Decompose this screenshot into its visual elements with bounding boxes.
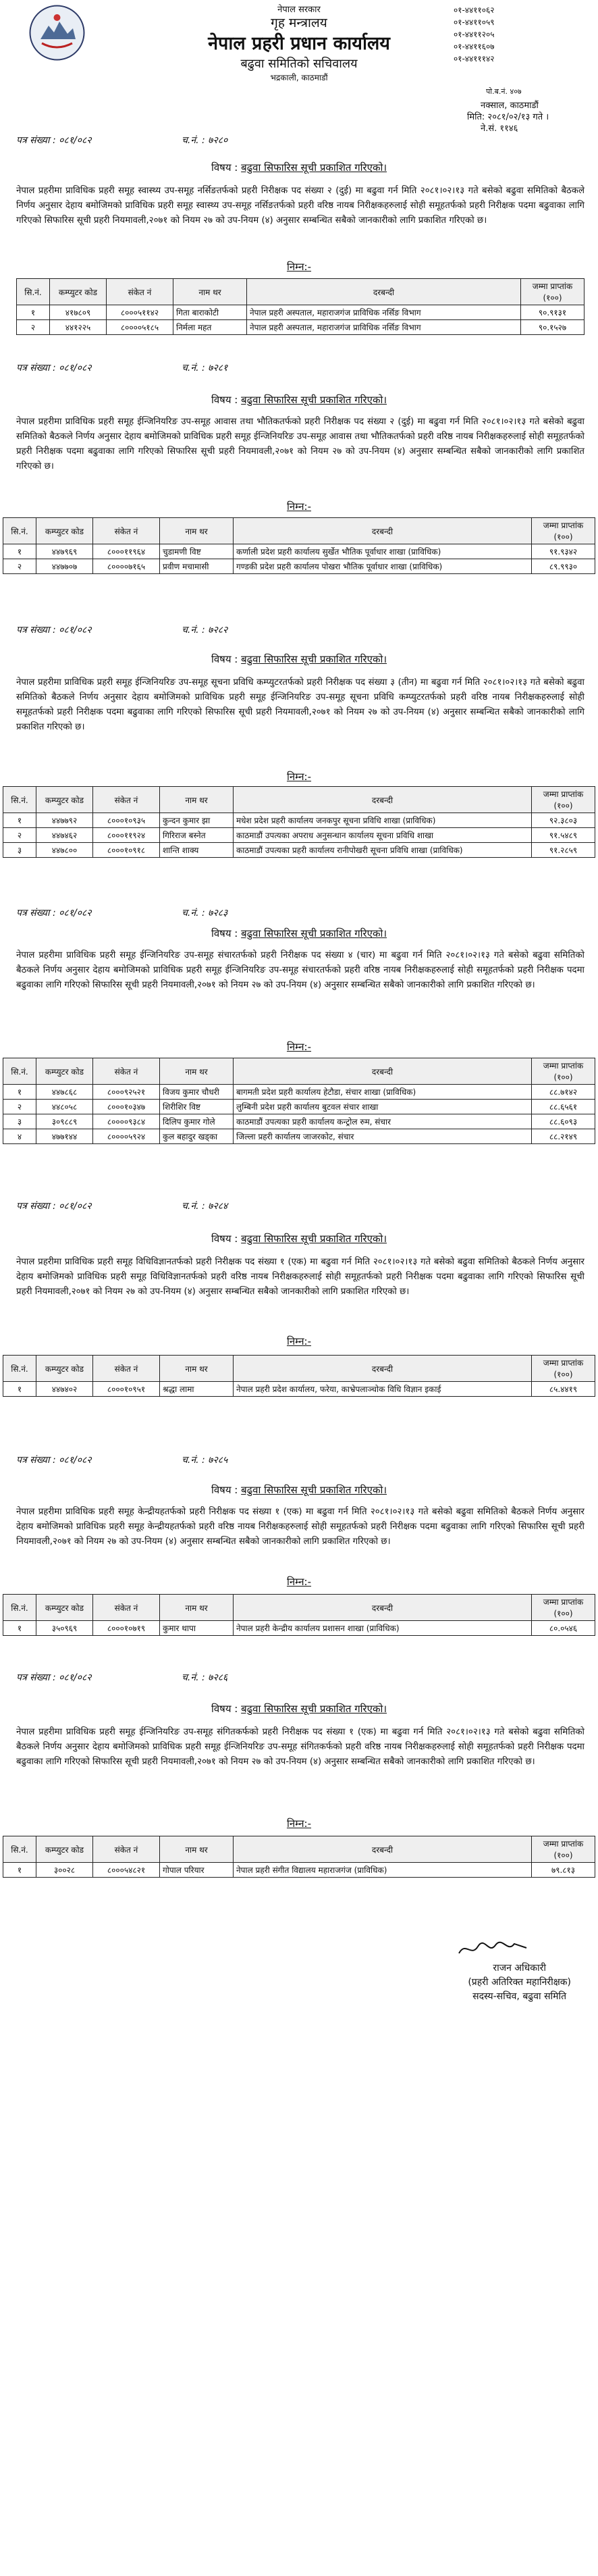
chalani-number: च.नं. : ७२८४ xyxy=(182,1201,228,1212)
col-header: दरबन्दी xyxy=(234,787,532,813)
table-cell: ८८.६०९३ xyxy=(532,1114,595,1129)
table-cell: ८९.९९३० xyxy=(532,559,595,574)
table-cell: ४४७८०० xyxy=(36,843,93,858)
col-header: नाम थर xyxy=(160,1595,234,1621)
table-cell: नेपाल प्रहरी अस्पताल, महाराजगंज प्राविधिक नर्सिङ विभाग xyxy=(247,320,521,335)
recommendation-table xyxy=(16,278,585,335)
recommendation-table xyxy=(3,1836,595,1878)
col-header: सि.नं. xyxy=(3,518,36,544)
table-cell: २ xyxy=(3,559,36,574)
table-cell: गण्डकी प्रदेश प्रहरी कार्यालय पोखरा भौतिक पूर्वाधार शाखा (प्राविधिक) xyxy=(234,559,532,574)
chalani-number: च.नं. : ७२८० xyxy=(182,135,228,146)
table-row xyxy=(3,1085,595,1100)
table-cell: नेपाल प्रहरी केन्द्रीय कार्यालय प्रशासन शाखा (प्राविधिक) xyxy=(234,1621,532,1636)
col-header: सि.नं. xyxy=(3,1836,36,1863)
recommendation-table xyxy=(3,786,595,858)
table-cell: नेपाल प्रहरी संगीत विद्यालय महाराजगंज (प्राविधिक) xyxy=(234,1863,532,1878)
col-header: कम्प्युटर कोड xyxy=(36,1836,93,1863)
subject-text: बढुवा सिफारिस सूची प्रकाशित गरिएको। xyxy=(241,161,387,174)
table-row xyxy=(3,1382,595,1397)
nimna-heading: निम्न:- xyxy=(286,500,312,513)
subject-line xyxy=(0,161,598,174)
office-address: नक्साल, काठमाडौं xyxy=(481,101,539,111)
patra-sankhya: पत्र संख्या : ०८१/०८२ xyxy=(16,1455,92,1466)
table-row xyxy=(3,1114,595,1129)
chalani-number: च.नं. : ७२८१ xyxy=(182,363,228,373)
table-cell: श्रद्धा लामा xyxy=(160,1382,234,1397)
body-paragraph: नेपाल प्रहरीमा प्राविधिक प्रहरी समूह ईन्जिनियरिङ उप-समूह सूचना प्रविधि कम्प्युटरतर्फको प्रहरी निरीक्षक पद संख्या ३ (तीन) मा बढुवा गर्न मिति २०८१।०२।१३ गते बसेको बढुवा समितिको बैठकले निर्णय अनुसार देहाय बमोजिमको प्राविधिक प्रहरी समूह ईन्जिनियरिङ उप-समूह सूचना प्रविधि कम्प्युटरतर्फको प्रहरी वरिष्ठ नायब निरीक्षकहरुलाई सोही समूहतर्फको प्रहरी निरीक्षक पदमा बढुवाका लागि गरिएको सिफारिस सूची प्रहरी नियमावली,२०७१ को नियम २७ को उप-नियम (४) अनुसार सम्बन्धित सबैको जानकारीको लागि प्रकाशित गरिएको छ। xyxy=(16,677,585,732)
reference-line xyxy=(16,1200,227,1212)
table-cell: ८८.२१४९ xyxy=(532,1129,595,1144)
table-cell: ३ xyxy=(3,1114,36,1129)
table-cell: काठमाडौं उपत्यका प्रहरी कार्यालय कन्ट्रोल रुम, संचार xyxy=(234,1114,532,1129)
col-header: संकेत नं xyxy=(93,1058,160,1085)
col-header: जम्मा प्राप्तांक (१००) xyxy=(532,518,595,544)
col-header: सि.नं. xyxy=(3,1595,36,1621)
table-row xyxy=(3,559,595,574)
table-cell: ८८.६५६१ xyxy=(532,1100,595,1114)
table-cell: ८०००१०९१८ xyxy=(93,843,160,858)
table-cell: मधेश प्रदेश प्रहरी कार्यालय जनकपुर सूचना प्रविधि शाखा (प्राविधिक) xyxy=(234,813,532,828)
col-header: जम्मा प्राप्तांक (१००) xyxy=(532,1356,595,1382)
table-cell: ४४७७०७ xyxy=(36,559,93,574)
table-cell: ८००००७१६५ xyxy=(93,559,160,574)
table-cell: १ xyxy=(3,813,36,828)
table-cell: लुम्बिनी प्रदेश प्रहरी कार्यालय बुटवल संचार शाखा xyxy=(234,1100,532,1114)
recommendation-table xyxy=(3,1594,595,1636)
table-cell: नेपाल प्रहरी प्रदेश कार्यालय, फरेया, काभ्रेपलाञ्चोक विधि विज्ञान इकाई xyxy=(234,1382,532,1397)
table-cell: चुडामणी विष्ट xyxy=(160,544,234,559)
body-paragraph: नेपाल प्रहरीमा प्राविधिक प्रहरी समूह केन्द्रीयहतर्फको प्रहरी निरीक्षक पद संख्या १ (एक) मा बढुवा गर्न मिति २०८१।०२।१३ गते बसेको बढुवा समितिको बैठकले निर्णय अनुसार देहाय बमोजिमको प्राविधिक प्रहरी समूह केन्द्रीयहतर्फको प्रहरी वरिष्ठ नायब निरीक्षकहरुलाई सोही समूहतर्फको प्रहरी निरीक्षक पदमा बढुवाका लागि गरिएको सिफारिस सूची प्रहरी नियमावली,२०७१ को नियम २७ को उप-नियम (४) अनुसार सम्बन्धित सबैको जानकारीको लागि प्रकाशित गरिएको छ। xyxy=(16,1507,585,1547)
table-cell: ८०००१०७१९ xyxy=(93,1621,160,1636)
table-cell: ४४७९६९ xyxy=(36,544,93,559)
subject-text: बढुवा सिफारिस सूची प्रकाशित गरिएको। xyxy=(241,1233,387,1245)
nimna-heading: निम्न:- xyxy=(286,1041,312,1053)
table-cell: ९२.३८०३ xyxy=(532,813,595,828)
patra-sankhya: पत्र संख्या : ०८१/०८२ xyxy=(16,1201,92,1212)
table-cell: १ xyxy=(3,1863,36,1878)
table-cell: ८०००१०९३५ xyxy=(93,813,160,828)
subject-label: विषय : xyxy=(211,161,238,174)
col-header: दरबन्दी xyxy=(234,1356,532,1382)
nepal-sambat-date: ने.सं. ११४६ xyxy=(481,124,518,134)
handwritten-signature xyxy=(456,1937,531,1963)
table-cell: प्रवीण मचामासी xyxy=(160,559,234,574)
table-cell: काठमाडौं उपत्यका प्रहरी कार्यालय रानीपोखरी सूचना प्रविधि शाखा (प्राविधिक) xyxy=(234,843,532,858)
table-cell: जिल्ला प्रहरी कार्यालय जाजरकोट, संचार xyxy=(234,1129,532,1144)
table-cell: ४१७८०९ xyxy=(50,305,107,320)
subject-label: विषय : xyxy=(211,1484,238,1496)
col-header: कम्प्युटर कोड xyxy=(50,279,107,305)
chalani-number: च.नं. : ७२८३ xyxy=(182,908,228,919)
reference-line xyxy=(16,134,227,147)
table-cell: ८०००५४८२१ xyxy=(93,1863,160,1878)
table-row xyxy=(17,320,585,335)
col-header: संकेत नं xyxy=(93,1836,160,1863)
col-header: जम्मा प्राप्तांक (१००) xyxy=(532,787,595,813)
chalani-number: च.नं. : ७२८६ xyxy=(182,1672,228,1683)
table-cell: निर्मला महत xyxy=(173,320,247,335)
body-paragraph: नेपाल प्रहरीमा प्राविधिक प्रहरी समूह विधिविज्ञानतर्फको प्रहरी निरीक्षक पद संख्या १ (एक) मा बढुवा गर्न मिति २०८१।०२।१३ गते बसेको बढुवा समितिको बैठकले निर्णय अनुसार देहाय बमोजिमको प्राविधिक प्रहरी समूह विधिविज्ञानतर्फको प्रहरी वरिष्ठ नायब निरीक्षकहरुलाई सोही समूहतर्फको प्रहरी निरीक्षक पदमा बढुवाका लागि गरिएको सिफारिस सूची प्रहरी नियमावली,२०७१ को नियम २७ को उप-नियम (४) अनुसार सम्बन्धित सबैको जानकारीको लागि प्रकाशित गरिएको छ। xyxy=(16,1257,585,1297)
patra-sankhya: पत्र संख्या : ०८१/०८२ xyxy=(16,625,92,636)
col-header: नाम थर xyxy=(160,787,234,813)
reference-line xyxy=(16,361,227,374)
reference-line xyxy=(16,906,227,919)
col-header: कम्प्युटर कोड xyxy=(36,1356,93,1382)
subject-label: विषय : xyxy=(211,653,238,665)
government-line: नेपाल सरकार xyxy=(277,5,321,15)
subject-text: बढुवा सिफारिस सूची प्रकाशित गरिएको। xyxy=(241,927,387,939)
contact-number: ०१-४४११६०७ xyxy=(454,42,495,51)
col-header: नाम थर xyxy=(160,1836,234,1863)
chalani-number: च.नं. : ७२८५ xyxy=(182,1455,228,1466)
col-header: सि.नं. xyxy=(3,1058,36,1085)
table-cell: १ xyxy=(3,1382,36,1397)
table-cell: ८८.७१४२ xyxy=(532,1085,595,1100)
table-row xyxy=(3,1863,595,1878)
col-header: दरबन्दी xyxy=(234,1836,532,1863)
table-cell: कुन्दन कुमार झा xyxy=(160,813,234,828)
patra-sankhya: पत्र संख्या : ०८१/०८२ xyxy=(16,135,92,146)
nimna-heading: निम्न:- xyxy=(286,771,312,783)
contact-number: ०१-४४१११४२ xyxy=(454,54,495,63)
table-cell: ४४१२२५ xyxy=(50,320,107,335)
patra-sankhya: पत्र संख्या : ०८१/०८२ xyxy=(16,1672,92,1683)
office-place: भद्रकाली, काठमाडौं xyxy=(270,73,328,82)
col-header: दरबन्दी xyxy=(247,279,521,305)
table-cell: ८००००५१८५ xyxy=(107,320,173,335)
table-cell: दिलिप कुमार गोले xyxy=(160,1114,234,1129)
signature-block xyxy=(468,1961,571,2004)
table-cell: शिरीशिर विष्ट xyxy=(160,1100,234,1114)
table-cell: शान्ति शाक्य xyxy=(160,843,234,858)
col-header: कम्प्युटर कोड xyxy=(36,787,93,813)
col-header: संकेत नं xyxy=(93,1595,160,1621)
table-cell: ४४८०५८ xyxy=(36,1100,93,1114)
table-cell: २ xyxy=(17,320,50,335)
table-cell: ९१.५४८९ xyxy=(532,828,595,843)
table-cell: कुल बहादुर खड्का xyxy=(160,1129,234,1144)
table-cell: ८०००११९६४ xyxy=(93,544,160,559)
col-header: संकेत नं xyxy=(93,787,160,813)
subject-label: विषय : xyxy=(211,1233,238,1245)
table-cell: ८०००५११४२ xyxy=(107,305,173,320)
recommendation-table xyxy=(3,1058,595,1144)
table-cell: ९०.१५२७ xyxy=(521,320,585,335)
col-header: नाम थर xyxy=(160,1058,234,1085)
table-row xyxy=(3,813,595,828)
table-cell: ४४७७९२ xyxy=(36,813,93,828)
body-paragraph: नेपाल प्रहरीमा प्राविधिक प्रहरी समूह स्वास्थ्य उप-समूह नर्सिङतर्फको प्रहरी निरीक्षक पद संख्या २ (दुई) मा बढुवा गर्न मिति २०८१।०२।१३ गते बसेको बढुवा समितिको बैठकले निर्णय अनुसार देहाय बमोजिमको प्राविधिक प्रहरी समूह स्वास्थ्य उप-समूह नर्सिङतर्फको प्रहरी वरिष्ठ नायब निरीक्षकहरुलाई सोही समूहतर्फको प्रहरी निरीक्षक पदमा बढुवाका लागि गरिएको सिफारिस सूची प्रहरी नियमावली,२०७१ को नियम २७ को उप-नियम (४) अनुसार सम्बन्धित सबैको जानकारीको लागि प्रकाशित गरिएको छ। xyxy=(16,186,585,226)
table-row xyxy=(3,1621,595,1636)
col-header: जम्मा प्राप्तांक (१००) xyxy=(532,1058,595,1085)
table-cell: गिरिराज बस्नेत xyxy=(160,828,234,843)
table-cell: ३५०९६९ xyxy=(36,1621,93,1636)
subject-line xyxy=(0,1702,598,1716)
table-cell: १ xyxy=(3,1085,36,1100)
table-cell: कर्णाली प्रदेश प्रहरी कार्यालय सुर्खेत भौतिक पूर्वाधार शाखा (प्राविधिक) xyxy=(234,544,532,559)
reference-line xyxy=(16,623,227,636)
table-row xyxy=(17,305,585,320)
col-header: कम्प्युटर कोड xyxy=(36,1595,93,1621)
contact-numbers xyxy=(454,4,495,65)
patra-sankhya: पत्र संख्या : ०८१/०८२ xyxy=(16,363,92,373)
subject-line xyxy=(0,927,598,940)
contact-number: ०१-४४११०६२ xyxy=(454,5,495,15)
nimna-heading: निम्न:- xyxy=(286,1335,312,1347)
chalani-number: च.नं. : ७२८२ xyxy=(182,625,228,636)
table-cell: ८००००९३८४ xyxy=(93,1114,160,1129)
col-header: कम्प्युटर कोड xyxy=(36,518,93,544)
nimna-heading: निम्न:- xyxy=(286,261,312,273)
recommendation-table xyxy=(3,517,595,574)
signatory-role: सदस्य-सचिव, बढुवा समिति xyxy=(472,1991,567,2002)
table-cell: ४४७४६२ xyxy=(36,828,93,843)
table-cell: ८०००१०९५१ xyxy=(93,1382,160,1397)
po-box: पो.ब.नं. ४०७ xyxy=(486,87,522,96)
table-cell: ९१.२८५९ xyxy=(532,843,595,858)
signatory-name: राजन अधिकारी xyxy=(493,1963,546,1974)
contact-number: ०१-४४११२०५ xyxy=(454,30,495,39)
nimna-heading: निम्न:- xyxy=(286,1818,312,1830)
body-paragraph: नेपाल प्रहरीमा प्राविधिक प्रहरी समूह ईन्जिनियरिङ उप-समूह संचारतर्फको प्रहरी निरीक्षक पद संख्या ४ (चार) मा बढुवा गर्न मिति २०८१।०२।१३ गते बसेको बढुवा समितिको बैठकले निर्णय अनुसार देहाय बमोजिमको प्राविधिक प्रहरी समूह ईन्जिनियरिङ उप-समूह संचारतर्फको प्रहरी वरिष्ठ नायब निरीक्षकहरुलाई सोही समूहतर्फको प्रहरी निरीक्षक पदमा बढुवाका लागि गरिएको सिफारिस सूची प्रहरी नियमावली,२०७१ को नियम २७ को उप-नियम (४) अनुसार सम्बन्धित सबैको जानकारीको लागि प्रकाशित गरिएको छ। xyxy=(16,950,585,990)
table-cell: ८०००१०३४७ xyxy=(93,1100,160,1114)
table-cell: ३०९८८९ xyxy=(36,1114,93,1129)
body-paragraph: नेपाल प्रहरीमा प्राविधिक प्रहरी समूह ईन्जिनियरिङ उप-समूह आवास तथा भौतिकतर्फको प्रहरी निरीक्षक पद संख्या २ (दुई) मा बढुवा गर्न मिति २०८१।०२।१३ गते बसेको बढुवा समितिको बैठकले निर्णय अनुसार देहाय बमोजिमको प्राविधिक प्रहरी समूह ईन्जिनियरिङ उप-समूह आवास तथा भौतिकतर्फको प्रहरी वरिष्ठ नायब निरीक्षकहरुलाई सोही समूहतर्फको प्रहरी निरीक्षक पदमा बढुवाका लागि गरिएको सिफारिस सूची प्रहरी नियमावली,२०७१ को नियम २७ को उप-नियम (४) अनुसार सम्बन्धित सबैको जानकारीको लागि प्रकाशित गरिएको छ। xyxy=(16,417,585,471)
ministry-line: गृह मन्त्रालय xyxy=(271,16,327,30)
col-header: जम्मा प्राप्तांक (१००) xyxy=(532,1836,595,1863)
patra-sankhya: पत्र संख्या : ०८१/०८२ xyxy=(16,908,92,919)
table-cell: बागमती प्रदेश प्रहरी कार्यालय हेटौडा, संचार शाखा (प्राविधिक) xyxy=(234,1085,532,1100)
table-cell: ४७७१४४ xyxy=(36,1129,93,1144)
table-cell: ७९.८१३ xyxy=(532,1863,595,1878)
table-cell: ३ xyxy=(3,843,36,858)
subject-label: विषय : xyxy=(211,1703,238,1715)
table-cell: १ xyxy=(3,544,36,559)
table-cell: १ xyxy=(17,305,50,320)
signatory-rank: (प्रहरी अतिरिक्त महानिरीक्षक) xyxy=(468,1977,571,1988)
table-cell: विजय कुमार चौधरी xyxy=(160,1085,234,1100)
table-cell: ९१.९३४२ xyxy=(532,544,595,559)
table-cell: गिता बाराकोटी xyxy=(173,305,247,320)
table-cell: २ xyxy=(3,828,36,843)
subject-line xyxy=(0,1483,598,1497)
col-header: कम्प्युटर कोड xyxy=(36,1058,93,1085)
col-header: जम्मा प्राप्तांक (१००) xyxy=(532,1595,595,1621)
subject-text: बढुवा सिफारिस सूची प्रकाशित गरिएको। xyxy=(241,1703,387,1715)
col-header: दरबन्दी xyxy=(234,1058,532,1085)
col-header: संकेत नं xyxy=(93,1356,160,1382)
col-header: सि.नं. xyxy=(3,787,36,813)
table-cell: ८०००९२५२१ xyxy=(93,1085,160,1100)
table-row xyxy=(3,544,595,559)
table-cell: नेपाल प्रहरी अस्पताल, महाराजगंज प्राविधिक नर्सिङ विभाग xyxy=(247,305,521,320)
subject-line xyxy=(0,393,598,407)
col-header: जम्मा प्राप्तांक (१००) xyxy=(521,279,585,305)
subject-label: विषय : xyxy=(211,394,238,406)
table-cell: ८००००५९२४ xyxy=(93,1129,160,1144)
table-cell: कुमार थापा xyxy=(160,1621,234,1636)
recommendation-table xyxy=(3,1355,595,1397)
subject-text: बढुवा सिफारिस सूची प्रकाशित गरिएको। xyxy=(241,1484,387,1496)
table-cell: गोपाल परियार xyxy=(160,1863,234,1878)
table-cell: २ xyxy=(3,1100,36,1114)
table-cell: ८०.०५४६ xyxy=(532,1621,595,1636)
col-header: संकेत नं xyxy=(107,279,173,305)
letter-date: मिति: २०८१/०२/१३ गते । xyxy=(467,112,549,122)
subject-text: बढुवा सिफारिस सूची प्रकाशित गरिएको। xyxy=(241,394,387,406)
reference-line xyxy=(16,1671,227,1684)
table-cell: ४४७८६८ xyxy=(36,1085,93,1100)
body-paragraph: नेपाल प्रहरीमा प्राविधिक प्रहरी समूह ईन्जिनियरिङ उप-समूह संगितकर्फको प्रहरी निरीक्षक पद संख्या १ (एक) मा बढुवा गर्न मिति २०८१।०२।१३ गते बसेको बढुवा समितिको बैठकले निर्णय अनुसार देहाय बमोजिमको प्राविधिक प्रहरी समूह ईन्जिनियरिङ उप-समूह संगितकर्फको प्रहरी वरिष्ठ नायब निरीक्षकहरुलाई सोही समूहतर्फको प्रहरी निरीक्षक पदमा बढुवाका लागि गरिएको सिफारिस सूची प्रहरी नियमावली,२०७१ को नियम २७ को उप-नियम (४) अनुसार सम्बन्धित सबैको जानकारीको लागि प्रकाशित गरिएको छ। xyxy=(16,1727,585,1767)
subject-label: विषय : xyxy=(211,927,238,939)
col-header: संकेत नं xyxy=(93,518,160,544)
table-cell: ४४७४०२ xyxy=(36,1382,93,1397)
table-cell: ९०.९१३१ xyxy=(521,305,585,320)
table-cell: ४ xyxy=(3,1129,36,1144)
table-cell: ८०००११९२४ xyxy=(93,828,160,843)
col-header: दरबन्दी xyxy=(234,1595,532,1621)
table-cell: १ xyxy=(3,1621,36,1636)
office-title: नेपाल प्रहरी प्रधान कार्यालय xyxy=(208,33,390,54)
col-header: नाम थर xyxy=(160,518,234,544)
table-cell: काठमाडौं उपत्यका अपराध अनुसन्धान कार्यालय सूचना प्रविधि शाखा xyxy=(234,828,532,843)
col-header: सि.नं. xyxy=(17,279,50,305)
col-header: दरबन्दी xyxy=(234,518,532,544)
table-row xyxy=(3,828,595,843)
subject-line xyxy=(0,1232,598,1245)
table-row xyxy=(3,1100,595,1114)
table-row xyxy=(3,843,595,858)
subject-line xyxy=(0,652,598,666)
table-cell: ८५.४४१९ xyxy=(532,1382,595,1397)
table-row xyxy=(3,1129,595,1144)
table-cell: ३००२८ xyxy=(36,1863,93,1878)
nimna-heading: निम्न:- xyxy=(286,1576,312,1588)
committee-name: बढुवा समितिको सचिवालय xyxy=(240,57,358,71)
col-header: नाम थर xyxy=(160,1356,234,1382)
reference-line xyxy=(16,1453,227,1466)
contact-number: ०१-४४११०५९ xyxy=(454,18,495,27)
col-header: सि.नं. xyxy=(3,1356,36,1382)
subject-text: बढुवा सिफारिस सूची प्रकाशित गरिएको। xyxy=(241,653,387,665)
col-header: नाम थर xyxy=(173,279,247,305)
